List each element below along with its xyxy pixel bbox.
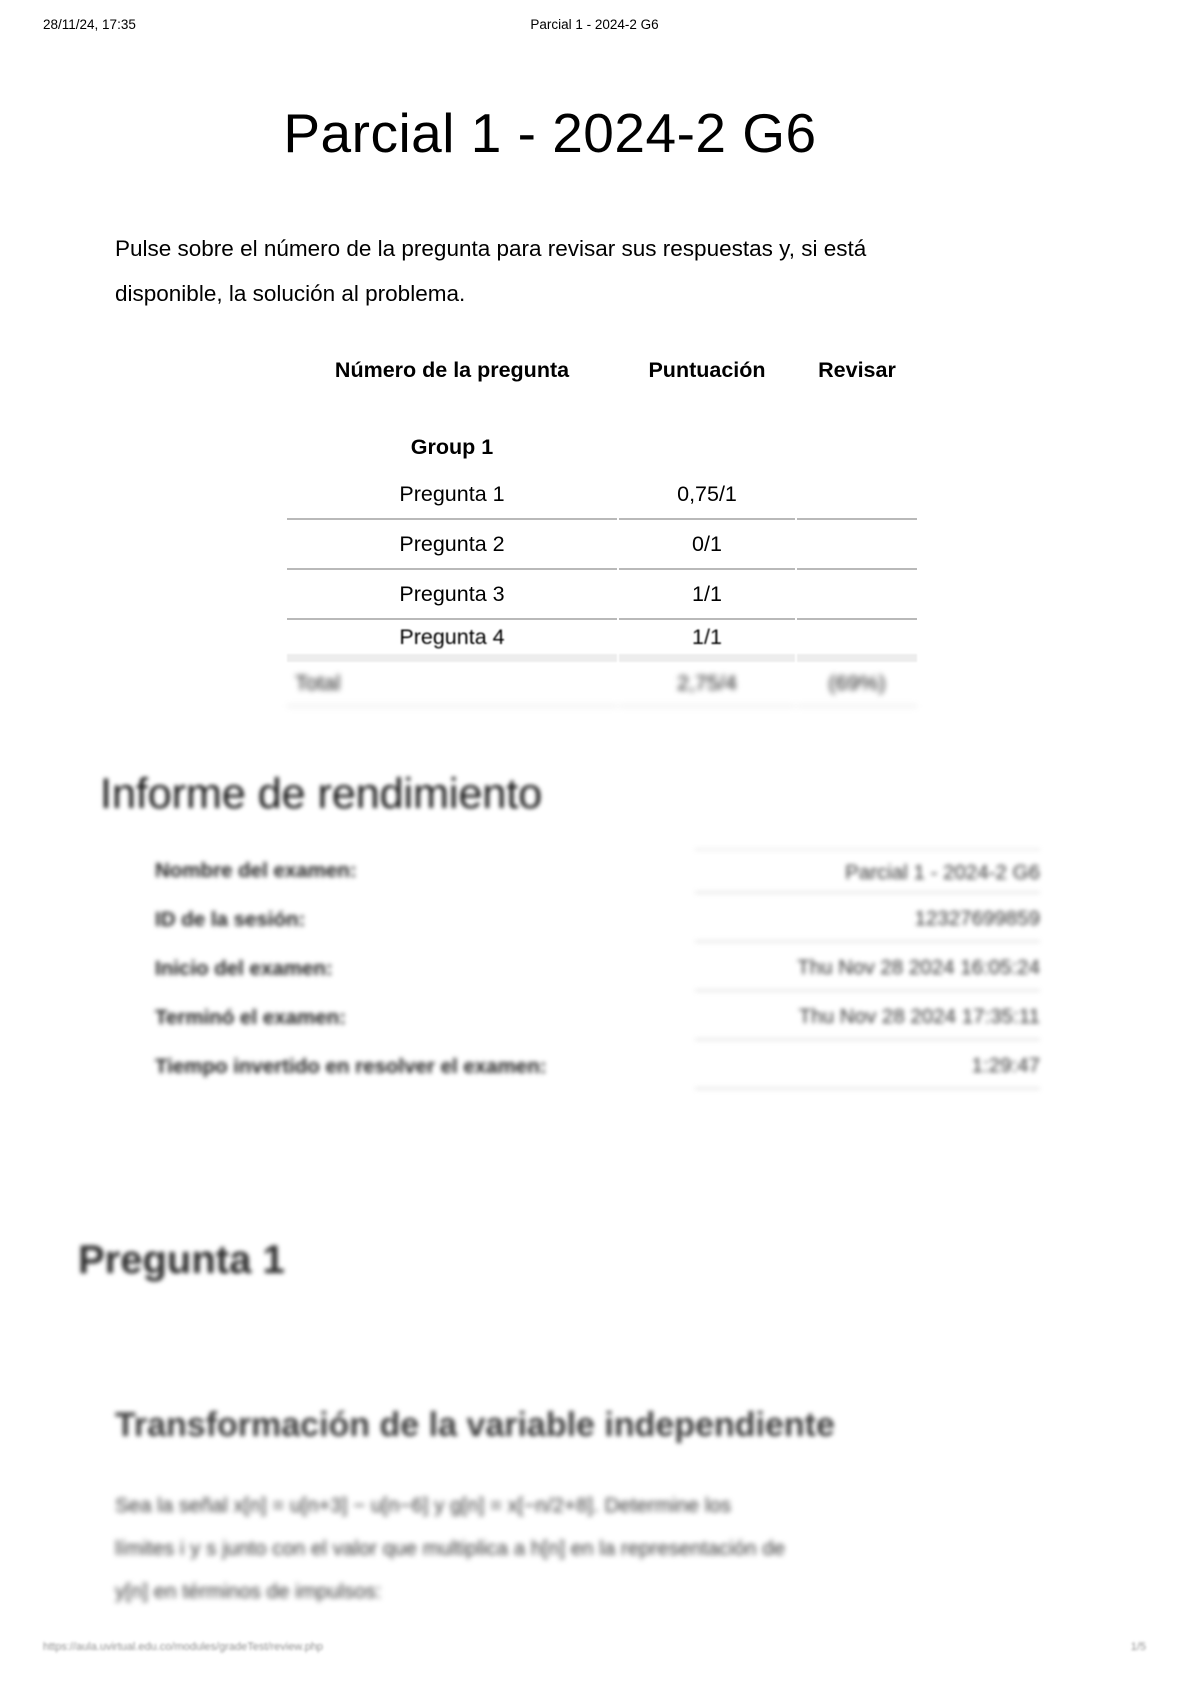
report-label: Tiempo invertido en resolver el examen: [155,1055,547,1078]
table-row [287,620,917,662]
question-heading: Pregunta 1 [78,1238,285,1282]
report-row [155,995,1040,1044]
report-label: Inicio del examen: [155,957,333,980]
report-value: 1:29:47 [695,1044,1040,1090]
col-header-score: Puntuación [648,358,766,382]
question-body-line: Sea la señal x[n] = u[n+3] − u[n−6] y g[n] = x[−n/2+8]. Determine los [115,1494,731,1517]
print-doc-title: Parcial 1 - 2024-2 G6 [530,17,659,32]
review-cell [797,470,917,520]
total-label: Total [287,662,617,708]
question-body-line: límites i y s junto con el valor que multiplica a h[n] en la representación de [115,1537,786,1560]
empty-cell [619,424,795,470]
review-cell [797,570,917,620]
question-body [115,1484,1005,1613]
report-heading: Informe de rendimiento [100,770,543,818]
report-value: Thu Nov 28 2024 17:35:11 [695,995,1040,1041]
performance-report [155,848,1040,1093]
footer-url: https://aula.uvirtual.edu.co/modules/gradeTest/review.php [43,1641,324,1653]
table-row [287,570,917,620]
table-row [287,470,917,520]
total-percent: (69%) [797,662,917,708]
report-value: Thu Nov 28 2024 16:05:24 [695,946,1040,992]
report-row [155,897,1040,946]
score-value: 1/1 [619,570,795,620]
total-row [287,662,917,708]
report-row [155,946,1040,995]
review-cell [797,620,917,662]
report-label: Terminó el examen: [155,1006,347,1029]
question-link[interactable]: Pregunta 4 [399,624,505,649]
question-link[interactable]: Pregunta 3 [399,581,505,606]
group-row [287,424,917,470]
col-header-question-number: Número de la pregunta [334,358,570,382]
report-label: Nombre del examen: [155,859,357,882]
review-cell [797,520,917,570]
print-header [43,17,1146,35]
score-value: 0,75/1 [619,470,795,520]
score-value: 1/1 [619,620,795,662]
results-table [285,352,919,708]
question-body-line: y[n] en términos de impulsos: [115,1580,382,1603]
report-row [155,848,1040,897]
results-header-row [287,352,917,424]
report-row [155,1044,1040,1093]
report-value: Parcial 1 - 2024-2 G6 [695,848,1040,894]
report-value: 12327699859 [695,897,1040,943]
print-datetime: 28/11/24, 17:35 [43,17,136,32]
report-label: ID de la sesión: [155,908,306,931]
print-footer [43,1641,1146,1657]
total-score: 2,75/4 [619,662,795,708]
col-header-review: Revisar [818,358,896,382]
table-row [287,520,917,570]
question-subheading: Transformación de la variable independiente [115,1406,835,1444]
footer-page-indicator: 1/5 [1130,1641,1146,1653]
score-value: 0/1 [619,520,795,570]
group-label: Group 1 [410,434,494,459]
intro-text: Pulse sobre el número de la pregunta para revisar sus respuestas y, si está disponible, la solución al problema. [115,236,867,306]
question-link[interactable]: Pregunta 1 [399,481,505,506]
question-link[interactable]: Pregunta 2 [399,531,505,556]
empty-cell [797,424,917,470]
page-title: Parcial 1 - 2024-2 G6 [283,102,817,164]
